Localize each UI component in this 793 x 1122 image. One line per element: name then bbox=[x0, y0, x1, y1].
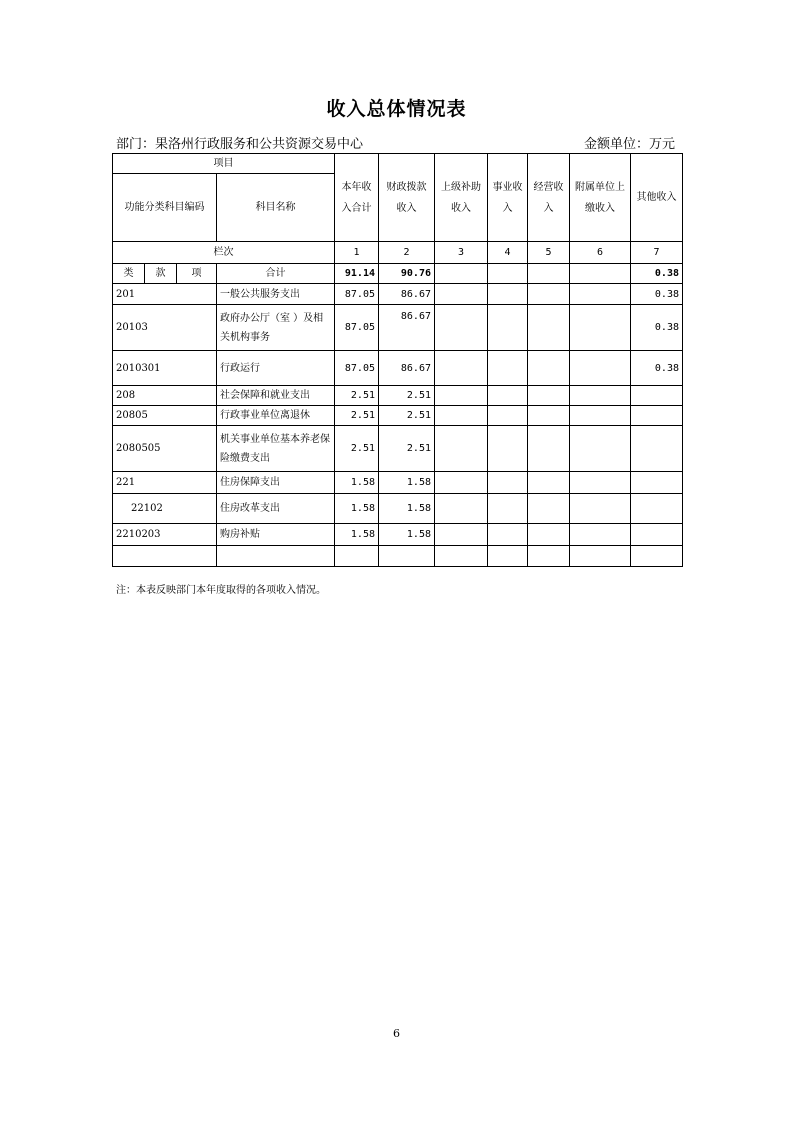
row-other bbox=[631, 494, 683, 524]
row-code: 208 bbox=[113, 386, 217, 406]
row-name: 机关事业单位基本养老保险缴费支出 bbox=[217, 426, 335, 472]
row-code: 221 bbox=[113, 472, 217, 494]
header-business: 事业收入 bbox=[488, 154, 528, 242]
table-row bbox=[113, 386, 683, 406]
column-number: 2 bbox=[379, 242, 435, 264]
row-name: 社会保障和就业支出 bbox=[217, 386, 335, 406]
table-row bbox=[113, 284, 683, 305]
row-code: 201 bbox=[113, 284, 217, 305]
row-fiscal: 86.67 bbox=[379, 305, 435, 351]
row-fiscal: 1.58 bbox=[379, 472, 435, 494]
page-number: 6 bbox=[393, 1027, 400, 1040]
row-other bbox=[631, 406, 683, 426]
row-fiscal: 2.51 bbox=[379, 426, 435, 472]
column-row-label: 栏次 bbox=[113, 242, 335, 264]
header-item: 项目 bbox=[113, 154, 335, 174]
column-number: 6 bbox=[570, 242, 631, 264]
row-code: 20805 bbox=[113, 406, 217, 426]
column-number: 5 bbox=[528, 242, 570, 264]
amount-unit-label: 金额单位：万元 bbox=[583, 137, 675, 152]
header-superior: 上级补助收入 bbox=[435, 154, 488, 242]
row-total: 1.58 bbox=[335, 524, 379, 546]
row-total: 2.51 bbox=[335, 406, 379, 426]
row-total: 2.51 bbox=[335, 426, 379, 472]
row-name: 住房改革支出 bbox=[217, 494, 335, 524]
table-row bbox=[113, 426, 683, 472]
row-name: 政府办公厅（室 ）及相关机构事务 bbox=[217, 305, 335, 351]
row-code: 22102 bbox=[113, 494, 217, 524]
summary-row bbox=[113, 264, 683, 284]
row-name: 一般公共服务支出 bbox=[217, 284, 335, 305]
row-fiscal: 2.51 bbox=[379, 386, 435, 406]
row-code: 2210203 bbox=[113, 524, 217, 546]
header-subject-name: 科目名称 bbox=[217, 174, 335, 242]
table-row bbox=[113, 472, 683, 494]
income-table bbox=[112, 153, 683, 567]
row-other bbox=[631, 472, 683, 494]
row-total: 87.05 bbox=[335, 284, 379, 305]
summary-label: 合计 bbox=[217, 264, 335, 284]
empty-row bbox=[113, 546, 683, 567]
table-row bbox=[113, 351, 683, 386]
header-func-code: 功能分类科目编码 bbox=[113, 174, 217, 242]
department-label: 部门：果洛州行政服务和公共资源交易中心 bbox=[116, 137, 364, 152]
table-row bbox=[113, 524, 683, 546]
row-total: 87.05 bbox=[335, 351, 379, 386]
column-number: 1 bbox=[335, 242, 379, 264]
row-other bbox=[631, 386, 683, 406]
header-other: 其他收入 bbox=[631, 154, 683, 242]
row-other: 0.38 bbox=[631, 284, 683, 305]
column-number-row bbox=[113, 242, 683, 264]
row-code: 2010301 bbox=[113, 351, 217, 386]
column-number: 4 bbox=[488, 242, 528, 264]
summary-total: 91.14 bbox=[335, 264, 379, 284]
summary-other: 0.38 bbox=[631, 264, 683, 284]
row-name: 行政运行 bbox=[217, 351, 335, 386]
table-row bbox=[113, 406, 683, 426]
header-operating: 经营收入 bbox=[528, 154, 570, 242]
row-fiscal: 2.51 bbox=[379, 406, 435, 426]
row-total: 87.05 bbox=[335, 305, 379, 351]
kuan-label: 款 bbox=[145, 264, 177, 284]
row-fiscal: 1.58 bbox=[379, 524, 435, 546]
row-total: 1.58 bbox=[335, 472, 379, 494]
row-other bbox=[631, 426, 683, 472]
row-name: 购房补贴 bbox=[217, 524, 335, 546]
header-row-1 bbox=[113, 154, 683, 174]
summary-fiscal: 90.76 bbox=[379, 264, 435, 284]
page-title: 收入总体情况表 bbox=[326, 98, 467, 120]
xiang-label: 项 bbox=[177, 264, 217, 284]
lei-label: 类 bbox=[113, 264, 145, 284]
row-other: 0.38 bbox=[631, 305, 683, 351]
row-other: 0.38 bbox=[631, 351, 683, 386]
row-code: 20103 bbox=[113, 305, 217, 351]
row-total: 2.51 bbox=[335, 386, 379, 406]
column-number: 3 bbox=[435, 242, 488, 264]
row-fiscal: 86.67 bbox=[379, 284, 435, 305]
header-fiscal: 财政拨款收入 bbox=[379, 154, 435, 242]
table-row bbox=[113, 494, 683, 524]
row-other bbox=[631, 524, 683, 546]
row-fiscal: 86.67 bbox=[379, 351, 435, 386]
header-total: 本年收入合计 bbox=[335, 154, 379, 242]
column-number: 7 bbox=[631, 242, 683, 264]
row-total: 1.58 bbox=[335, 494, 379, 524]
header-affiliated: 附属单位上缴收入 bbox=[570, 154, 631, 242]
row-name: 行政事业单位离退休 bbox=[217, 406, 335, 426]
row-code: 2080505 bbox=[113, 426, 217, 472]
table-note: 注：本表反映部门本年度取得的各项收入情况。 bbox=[116, 585, 326, 596]
row-name: 住房保障支出 bbox=[217, 472, 335, 494]
row-fiscal: 1.58 bbox=[379, 494, 435, 524]
table-row bbox=[113, 305, 683, 351]
